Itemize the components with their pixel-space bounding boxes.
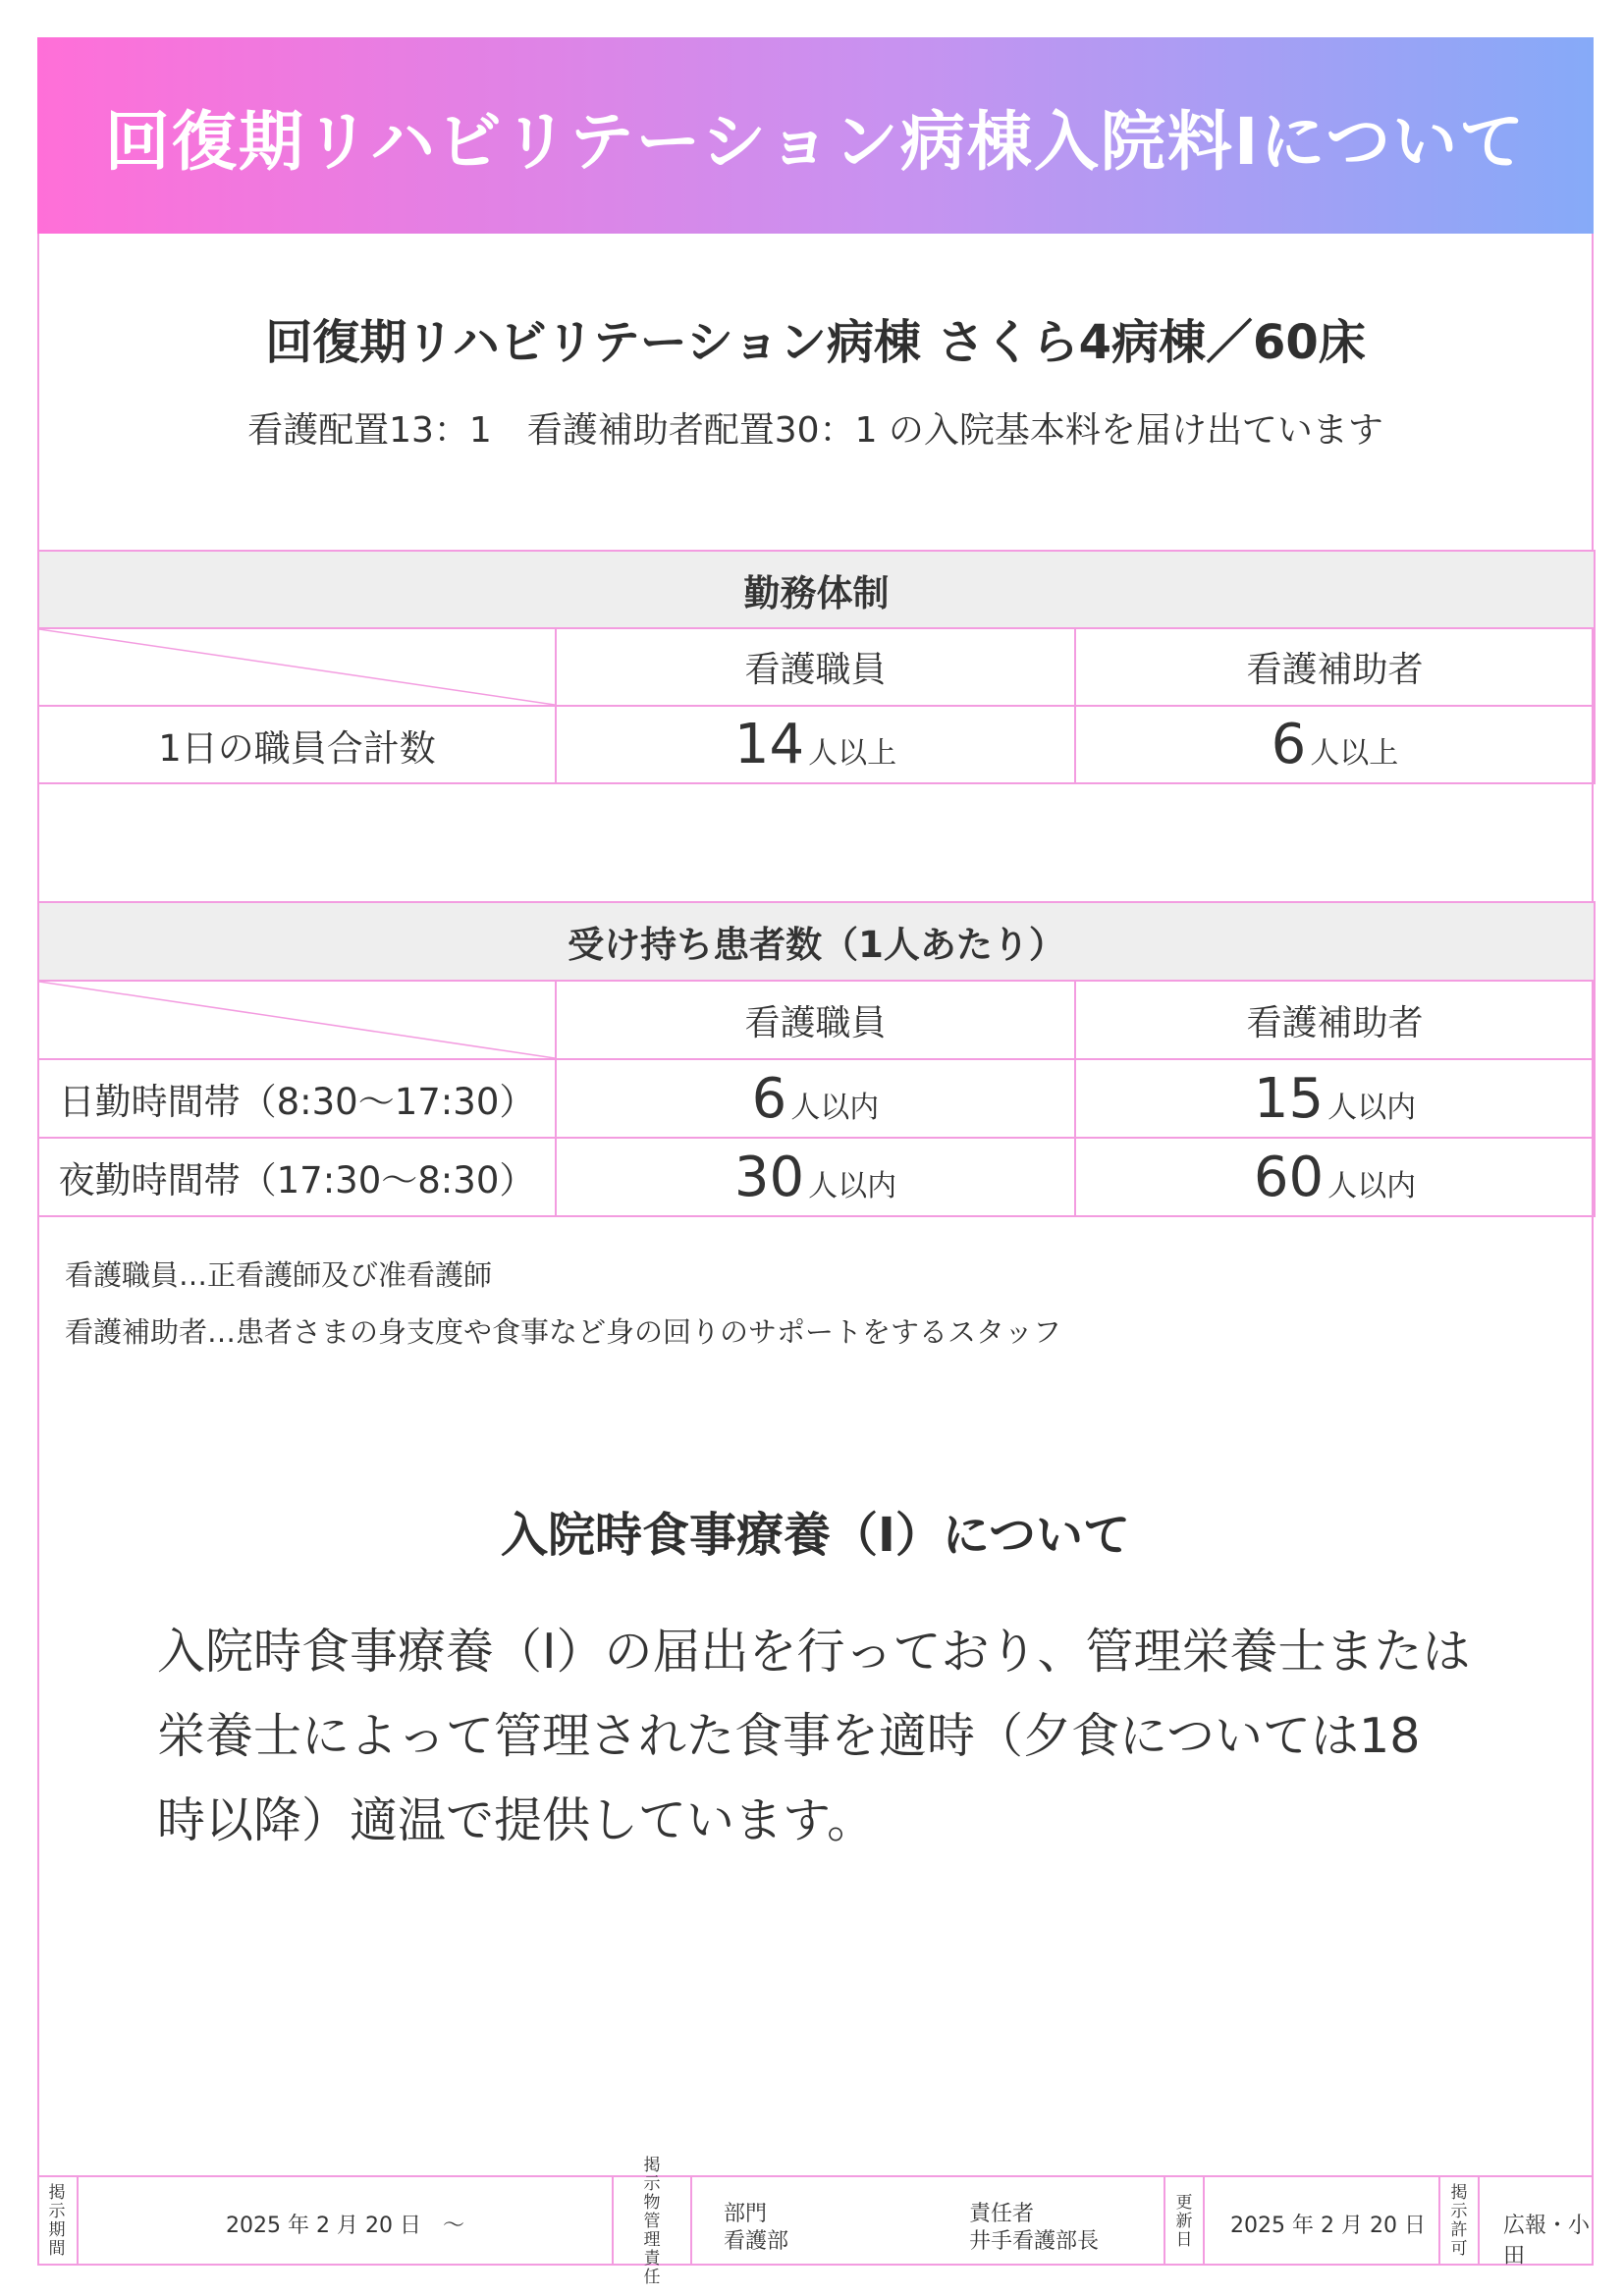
- day-aide-cell: [1075, 1059, 1595, 1138]
- row-label-daily-total: 1日の職員合計数: [38, 706, 556, 783]
- note-aide-definition: 看護補助者…患者さまの身支度や食事など身の回りのサポートをするスタッフ: [65, 1315, 1062, 1349]
- footer-dept-cell: [690, 2177, 1164, 2266]
- aide-total-value: 6: [1271, 713, 1307, 776]
- night-nurse-cell: [556, 1138, 1075, 1216]
- meal-section-title: 入院時食事療養（Ⅰ）について: [501, 1508, 1130, 1563]
- footer-permit-value: 広報・小田: [1503, 2214, 1591, 2269]
- ward-title: 回復期リハビリテーション病棟 さくら4病棟／60床: [265, 315, 1366, 370]
- nurse-total-cell: [556, 706, 1075, 783]
- column-header-nurse: 看護職員: [556, 628, 1075, 706]
- footer-updated-label-cell: [1164, 2177, 1203, 2266]
- footer-manager-label: 掲 示 物 管 理 責 任: [643, 2155, 661, 2287]
- footer-period-value: 2025 年 2 月 20 日 〜: [226, 2214, 464, 2238]
- nurse-total-value: 14: [733, 713, 805, 776]
- ward-subtitle: 看護配置13：1 看護補助者配置30：1 の入院基本料を届け出ています: [247, 410, 1383, 451]
- notes: [65, 1247, 1061, 1361]
- footer-permit-label-cell: [1438, 2177, 1478, 2266]
- page-header: [37, 37, 1594, 234]
- meal-body-line: 入院時食事療養（Ⅰ）の届出を行っており、管理栄養士または: [157, 1624, 1471, 1680]
- footer-dept-label: 部門: [724, 2202, 768, 2226]
- night-aide-unit: 人以内: [1327, 1168, 1417, 1203]
- meal-section-body: [157, 1610, 1512, 1863]
- night-aide-cell: [1075, 1138, 1595, 1216]
- footer-permit-label: 掲 示 許 可: [1450, 2183, 1468, 2259]
- aide-total-cell: [1075, 706, 1595, 783]
- footer-period-label: 掲 示 期 間: [48, 2183, 66, 2259]
- patients-table: [37, 901, 1596, 1217]
- note-nurse-definition: 看護職員…正看護師及び准看護師: [65, 1258, 493, 1292]
- diagonal-header-cell: [38, 628, 556, 706]
- column-header-aide: 看護補助者: [1075, 981, 1595, 1059]
- footer-responsible-value: 井手看護部長: [969, 2229, 1100, 2254]
- night-nurse-value: 30: [733, 1145, 805, 1209]
- day-aide-value: 15: [1253, 1066, 1325, 1131]
- footer-permit-value-cell: [1478, 2177, 1594, 2269]
- staffing-table: [37, 550, 1596, 784]
- day-aide-unit: 人以内: [1327, 1090, 1417, 1125]
- footer-period-value-cell: [77, 2177, 612, 2266]
- diagonal-header-cell: [38, 981, 556, 1059]
- day-nurse-unit: 人以内: [790, 1090, 880, 1125]
- row-label-night-shift: 夜勤時間帯（17:30〜8:30）: [38, 1138, 556, 1216]
- meal-body-line: 時以降）適温で提供しています。: [157, 1792, 876, 1848]
- patients-table-title: 受け持ち患者数（1人あたり）: [38, 902, 1595, 981]
- column-header-aide: 看護補助者: [1075, 628, 1595, 706]
- meal-body-line: 栄養士によって管理された食事を適時（夕食については18: [157, 1708, 1421, 1764]
- footer-updated-value-cell: [1203, 2177, 1438, 2266]
- night-nurse-unit: 人以内: [808, 1168, 897, 1203]
- nurse-total-unit: 人以上: [808, 736, 897, 771]
- footer-responsible-label: 責任者: [969, 2202, 1035, 2226]
- staffing-table-title: 勤務体制: [38, 551, 1595, 628]
- footer-manager-label-cell: [612, 2155, 690, 2287]
- footer-dept-value: 看護部: [724, 2229, 789, 2254]
- footer-updated-value: 2025 年 2 月 20 日: [1230, 2214, 1426, 2238]
- column-header-nurse: 看護職員: [556, 981, 1075, 1059]
- aide-total-unit: 人以上: [1310, 736, 1399, 771]
- row-label-day-shift: 日勤時間帯（8:30〜17:30）: [38, 1059, 556, 1138]
- night-aide-value: 60: [1253, 1145, 1325, 1209]
- day-nurse-value: 6: [751, 1066, 787, 1131]
- footer-period-label-cell: [37, 2177, 77, 2266]
- page-title: 回復期リハビリテーション病棟入院料Ⅰについて: [104, 103, 1527, 180]
- footer-updated-label: 更 新 日: [1175, 2192, 1193, 2250]
- posting-footer: [37, 2155, 1594, 2287]
- day-nurse-cell: [556, 1059, 1075, 1138]
